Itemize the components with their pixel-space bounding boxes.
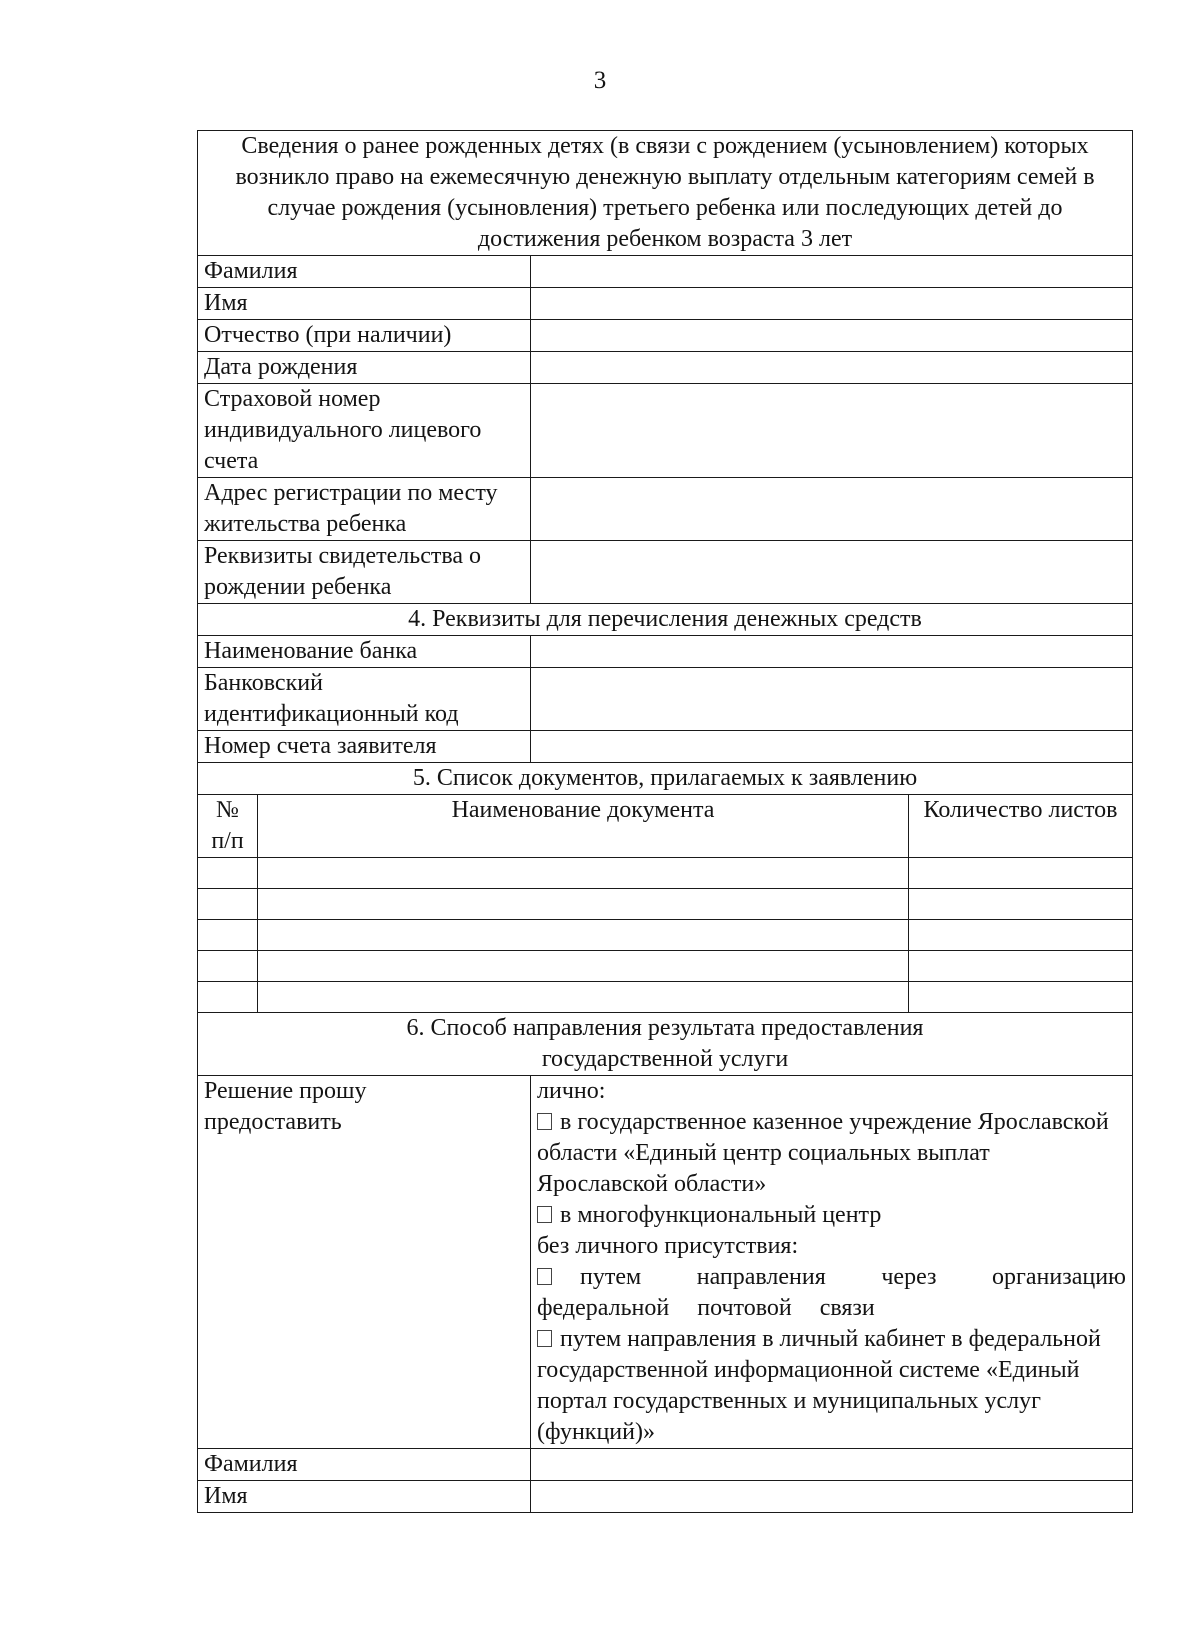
child-name-label: Имя	[198, 288, 531, 320]
document-name-cell[interactable]	[258, 982, 909, 1013]
page-number: 3	[593, 67, 607, 94]
option-mfc[interactable]	[537, 1200, 1126, 1231]
document-number-cell[interactable]	[198, 858, 258, 889]
child-field-row	[198, 320, 1133, 352]
child-field-row	[198, 288, 1133, 320]
table-row	[198, 982, 1133, 1013]
documents-section-title: 5. Список документов, прилагаемых к заявлению	[198, 763, 1133, 795]
document-sheets-cell[interactable]	[909, 858, 1133, 889]
child-address-label: Адрес регистрации по месту жительства ребенка	[198, 478, 531, 541]
recipient-surname-label: Фамилия	[198, 1449, 531, 1481]
delivery-section-title: 6. Способ направления результата предоставления государственной услуги	[198, 1013, 1133, 1076]
documents-section-header-row	[198, 763, 1133, 795]
children-section-header-row	[198, 131, 1133, 256]
document-sheets-cell[interactable]	[909, 920, 1133, 951]
child-surname-label: Фамилия	[198, 256, 531, 288]
child-patronymic-field[interactable]	[531, 320, 1133, 352]
document-name-cell[interactable]	[258, 889, 909, 920]
child-snils-field[interactable]	[531, 384, 1133, 478]
in-person-heading: лично:	[537, 1078, 606, 1104]
bank-name-label: Наименование банка	[198, 636, 531, 668]
option-ecsv[interactable]	[537, 1107, 1126, 1200]
bank-section-header-row	[198, 604, 1133, 636]
recipient-name-field[interactable]	[531, 1481, 1133, 1513]
table-row	[198, 920, 1133, 951]
document-sheets-cell[interactable]	[909, 951, 1133, 982]
document-name-cell[interactable]	[258, 951, 909, 982]
child-birth-certificate-field[interactable]	[531, 541, 1133, 604]
document-sheets-cell[interactable]	[909, 889, 1133, 920]
remote-heading: без личного присутствия:	[537, 1233, 799, 1259]
option-portal-label: путем направления в личный кабинет в федеральной государственной информационной системе «Единый портал государственных и муниципальных услуг (функций)»	[537, 1326, 1101, 1445]
child-snils-label: Страховой номер индивидуального лицевого счета	[198, 384, 531, 478]
recipient-field-row	[198, 1449, 1133, 1481]
child-address-field[interactable]	[531, 478, 1133, 541]
bank-bic-label: Банковский идентификационный код	[198, 668, 531, 731]
table-row	[198, 858, 1133, 889]
application-form-table	[197, 130, 1133, 1513]
option-post[interactable]	[537, 1262, 1126, 1324]
document-number-cell[interactable]	[198, 889, 258, 920]
checkbox-icon[interactable]	[537, 1113, 552, 1130]
child-name-field[interactable]	[531, 288, 1133, 320]
document-number-cell[interactable]	[198, 982, 258, 1013]
child-birth-certificate-label: Реквизиты свидетельства о рождении ребенка	[198, 541, 531, 604]
checkbox-icon[interactable]	[537, 1206, 552, 1223]
child-patronymic-label: Отчество (при наличии)	[198, 320, 531, 352]
child-field-row	[198, 384, 1133, 478]
document-sheets-cell[interactable]	[909, 982, 1133, 1013]
document-name-cell[interactable]	[258, 920, 909, 951]
document-number-cell[interactable]	[198, 951, 258, 982]
child-birth-date-field[interactable]	[531, 352, 1133, 384]
recipient-field-row	[198, 1481, 1133, 1513]
children-section-title: Сведения о ранее рожденных детях (в связи с рождением (усыновлением) которых возникло право на ежемесячную денежную выплату отдельным категориям семей в случае рождения (усыновления) третьего ребенка или последующих детей до достижения ребенком возраста 3 лет	[198, 131, 1133, 256]
delivery-method-row	[198, 1076, 1133, 1449]
child-field-row	[198, 256, 1133, 288]
checkbox-icon[interactable]	[537, 1330, 552, 1347]
option-portal[interactable]	[537, 1324, 1126, 1448]
documents-column-header-row	[198, 795, 1133, 858]
applicant-account-field[interactable]	[531, 731, 1133, 763]
documents-sheets-header: Количество листов	[909, 795, 1133, 858]
child-field-row	[198, 541, 1133, 604]
bank-section-title: 4. Реквизиты для перечисления денежных средств	[198, 604, 1133, 636]
delivery-options	[531, 1076, 1133, 1449]
documents-name-header: Наименование документа	[258, 795, 909, 858]
document-name-cell[interactable]	[258, 858, 909, 889]
child-field-row	[198, 352, 1133, 384]
option-post-label: путем направления через организацию федеральной почтовой связи	[537, 1264, 1126, 1321]
child-surname-field[interactable]	[531, 256, 1133, 288]
option-mfc-label: в многофункциональный центр	[560, 1202, 882, 1228]
option-ecsv-label: в государственное казенное учреждение Ярославской области «Единый центр социальных выплат Ярославской области»	[537, 1109, 1109, 1197]
document-number-cell[interactable]	[198, 920, 258, 951]
documents-number-header: № п/п	[198, 795, 258, 858]
recipient-surname-field[interactable]	[531, 1449, 1133, 1481]
applicant-account-label: Номер счета заявителя	[198, 731, 531, 763]
delivery-method-label: Решение прошу предоставить	[198, 1076, 531, 1449]
bank-field-row	[198, 668, 1133, 731]
bank-field-row	[198, 731, 1133, 763]
recipient-name-label: Имя	[198, 1481, 531, 1513]
bank-name-field[interactable]	[531, 636, 1133, 668]
child-birth-date-label: Дата рождения	[198, 352, 531, 384]
table-row	[198, 951, 1133, 982]
delivery-section-header-row	[198, 1013, 1133, 1076]
child-field-row	[198, 478, 1133, 541]
bank-bic-field[interactable]	[531, 668, 1133, 731]
table-row	[198, 889, 1133, 920]
bank-field-row	[198, 636, 1133, 668]
checkbox-icon[interactable]	[537, 1268, 552, 1285]
